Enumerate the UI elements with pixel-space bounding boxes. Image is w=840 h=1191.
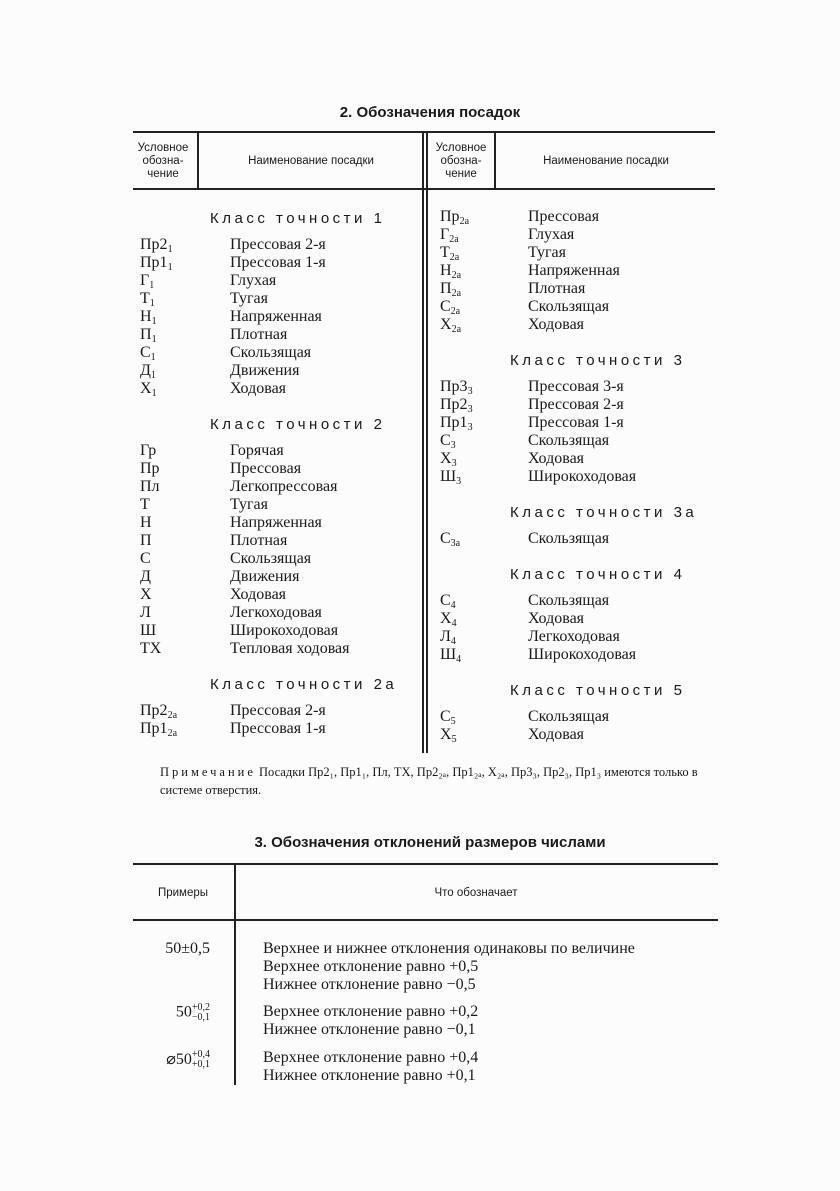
fit-name: Напряженная (528, 262, 620, 279)
fit-row (140, 236, 420, 254)
note-label: Примечание (160, 765, 256, 779)
table3-header-rule (133, 919, 718, 921)
fit-row (440, 708, 720, 726)
fit-code-base: Пр3 (440, 378, 468, 395)
fit-name: Широкоходовая (230, 622, 339, 639)
fit-name: Прессовая (230, 460, 302, 477)
fit-row (140, 326, 420, 344)
fit-name: Скользящая (528, 708, 610, 725)
fit-code-subscript: 2а (449, 252, 460, 263)
fit-row (440, 450, 720, 468)
fit-row (140, 720, 420, 738)
fit-code-subscript: 2а (451, 288, 462, 299)
fit-code (140, 586, 152, 604)
fit-row (140, 496, 420, 514)
fit-row (140, 702, 420, 720)
fit-code-base: С (440, 592, 451, 609)
fit-name: Ходовая (528, 726, 585, 743)
fit-row (440, 262, 720, 280)
fit-code (140, 622, 156, 640)
fit-code-base: Гр (140, 442, 157, 459)
fit-name: Тугая (528, 244, 566, 261)
class-heading: Класс точности 4 (510, 566, 686, 583)
table2-top-rule (133, 131, 715, 133)
fit-code-base: Пр (140, 460, 160, 477)
fit-code (140, 604, 151, 622)
fit-code-subscript: 3 (467, 422, 473, 433)
class-heading: Класс точности 3а (510, 504, 698, 521)
fit-code (440, 726, 457, 749)
fit-code (140, 514, 152, 532)
fit-code-subscript: 1 (167, 244, 173, 255)
header-meaning: Что обозначает (434, 887, 518, 899)
fit-row (440, 378, 720, 396)
fits-right-column (440, 208, 720, 760)
fit-code-base: Х (440, 610, 452, 627)
example-base: 50 (175, 1003, 192, 1021)
fit-code-base: Ш (140, 622, 157, 639)
fit-code-subscript: 1 (167, 262, 173, 273)
fit-code-subscript: 2а (449, 234, 459, 245)
fit-class-group (140, 208, 420, 398)
fit-class-group (440, 208, 720, 334)
fit-code-base: Х (440, 450, 452, 467)
fit-row (140, 290, 420, 308)
example-meaning (263, 1049, 478, 1085)
fit-name: Широкоходовая (528, 468, 637, 485)
fit-name: Скользящая (528, 592, 610, 609)
fit-code-base: Н (440, 262, 452, 279)
fit-name: Ходовая (528, 450, 585, 467)
fit-code-subscript: 4 (456, 654, 462, 665)
fit-code (140, 550, 151, 568)
fit-code-base: ТХ (140, 640, 162, 657)
fit-name: Ходовая (528, 610, 585, 627)
fit-row (140, 514, 420, 532)
fit-code (140, 460, 160, 478)
fit-name: Движения (230, 362, 300, 379)
table3-top-rule (133, 863, 718, 865)
fit-code (440, 530, 460, 553)
fit-row (140, 604, 420, 622)
fit-row (140, 272, 420, 290)
fit-name: Тугая (230, 496, 268, 513)
fit-name: Прессовая 1-я (230, 720, 326, 737)
fit-class-group (440, 350, 720, 486)
fit-code-base: С (440, 530, 451, 547)
fit-name: Прессовая 1-я (528, 414, 624, 431)
class-heading: Класс точности 2 (210, 416, 386, 433)
fit-code-base: П (440, 280, 452, 297)
fit-code (440, 316, 461, 339)
fit-row (140, 254, 420, 272)
fit-code-subscript: 2а (450, 306, 461, 317)
fit-code-subscript: 2а (451, 324, 462, 335)
fit-code-base: Пр1 (440, 414, 468, 431)
fit-name: Плотная (528, 280, 586, 297)
header-code-left: Условное обозна-чение (137, 142, 189, 180)
meaning-line: Верхнее отклонение равно +0,2 (263, 1003, 479, 1020)
fit-code-base: Н (140, 308, 152, 325)
note-text: Посадки Пр2₁, Пр1₁, Пл, ТХ, Пр2₂ₐ, Пр1₂ₐ, Х₂ₐ, Пр3₃, Пр2₃, Пр1₃ имеются только в системе отверстия. (160, 765, 698, 797)
fit-name: Ходовая (528, 316, 585, 333)
fit-code-base: Пр2 (140, 236, 168, 253)
fit-code-base: С (140, 550, 151, 567)
fit-name: Прессовая 2-я (528, 396, 624, 413)
fit-code-base: С (440, 298, 451, 315)
fit-class-group (140, 674, 420, 738)
fit-code-subscript: 2а (167, 710, 178, 721)
lower-deviation: −0,1 (191, 1012, 210, 1023)
fit-code-base: Т (140, 496, 150, 513)
fit-code-subscript: 1 (151, 334, 157, 345)
fit-name: Легкопрессовая (230, 478, 338, 495)
fit-row (440, 628, 720, 646)
fit-code-subscript: 3а (450, 538, 461, 549)
fit-code (140, 478, 160, 496)
fit-row (440, 530, 720, 548)
fit-code-base: Пр1 (140, 254, 168, 271)
fit-row (440, 396, 720, 414)
class-heading: Класс точности 5 (510, 682, 686, 699)
example-base: ⌀50 (166, 1051, 192, 1068)
fit-name: Ходовая (230, 586, 287, 603)
header-code-right: Условное обозна-чение (435, 142, 487, 180)
fit-code-base: П (140, 326, 152, 343)
fit-name: Скользящая (528, 530, 610, 547)
fit-name: Ходовая (230, 380, 287, 397)
fit-code-base: Л (140, 604, 151, 621)
fit-code-base: С (440, 708, 451, 725)
fit-code-base: Х (440, 316, 452, 333)
header-name-right: Наименование посадки (543, 155, 669, 167)
fit-row (440, 610, 720, 628)
fit-code-base: Т (140, 290, 150, 307)
meaning-line: Верхнее и нижнее отклонения одинаковы по величине (263, 940, 635, 957)
fit-code-subscript: 5 (450, 716, 456, 727)
fit-code-subscript: 3 (451, 458, 457, 469)
table2-title: 2. Обозначения посадок (339, 104, 521, 121)
fit-class-group (440, 502, 720, 548)
fit-name: Легкоходовая (528, 628, 620, 645)
fit-name: Движения (230, 568, 300, 585)
fit-code-base: Л (440, 628, 451, 645)
fit-name: Плотная (230, 326, 288, 343)
lower-deviation: +0,1 (191, 1059, 210, 1071)
fit-class-group (440, 680, 720, 744)
fit-name: Напряженная (230, 308, 322, 325)
fit-row (140, 362, 420, 380)
fit-code-base: Т (440, 244, 450, 261)
fit-code (140, 380, 157, 403)
fit-name: Скользящая (528, 432, 610, 449)
meaning-line: Нижнее отклонение равно +0,1 (263, 1067, 476, 1084)
fit-class-group (440, 564, 720, 664)
fit-code-subscript: 3 (456, 476, 462, 487)
fit-code-base: Ш (440, 468, 457, 485)
upper-deviation: +0,4 (191, 1049, 210, 1061)
fit-name: Скользящая (528, 298, 610, 315)
fit-code (140, 720, 177, 743)
fit-code (140, 442, 156, 460)
meaning-line: Верхнее отклонение равно +0,4 (263, 1049, 479, 1066)
fit-row (440, 280, 720, 298)
example-meaning (263, 940, 635, 994)
fit-row (440, 726, 720, 744)
fit-code-base: Д (140, 362, 151, 379)
example-value (130, 1049, 210, 1070)
fit-code-base: С (440, 432, 451, 449)
fit-code-subscript: 4 (450, 600, 456, 611)
fit-code-base: Пр (440, 208, 460, 225)
fit-row (440, 432, 720, 450)
fit-code-subscript: 2а (167, 728, 178, 739)
fit-code-base: С (140, 344, 151, 361)
fit-code-base: Д (140, 568, 151, 585)
meaning-line: Нижнее отклонение равно −0,1 (263, 1021, 476, 1038)
table2-header-rule (133, 188, 715, 190)
fit-code-subscript: 2а (459, 216, 470, 227)
divider (422, 133, 424, 753)
fit-name: Легкоходовая (230, 604, 322, 621)
fit-code-base: Х (140, 380, 152, 397)
fit-row (440, 414, 720, 432)
fit-code (140, 640, 161, 658)
class-heading: Класс точности 2а (210, 676, 398, 693)
divider (426, 133, 428, 753)
example-value (130, 1003, 210, 1023)
fit-code-base: Ш (440, 646, 457, 663)
fit-code-base: П (140, 532, 152, 549)
fit-name: Плотная (230, 532, 288, 549)
fit-row (140, 344, 420, 362)
fit-name: Глухая (528, 226, 575, 243)
fit-name: Напряженная (230, 514, 322, 531)
fit-code-base: Пр1 (140, 720, 168, 737)
fit-code-base: Х (140, 586, 152, 603)
example-meaning (263, 1003, 478, 1039)
fit-row (140, 478, 420, 496)
fit-row (140, 622, 420, 640)
fit-name: Широкоходовая (528, 646, 637, 663)
fit-code-subscript: 3 (467, 386, 473, 397)
fit-code-subscript: 1 (151, 316, 157, 327)
fit-code-subscript: 5 (451, 734, 457, 745)
upper-deviation: +0,2 (191, 1002, 210, 1013)
fit-row (140, 550, 420, 568)
fit-name: Прессовая 1-я (230, 254, 326, 271)
fit-code (140, 568, 151, 586)
fit-code (140, 496, 150, 514)
fit-code-base: Г (440, 226, 450, 243)
example-base: 50±0,5 (165, 940, 210, 957)
fit-code-subscript: 1 (150, 370, 156, 381)
fit-code (140, 532, 152, 550)
table3-title: 3. Обозначения отклонений размеров числами (254, 834, 606, 851)
fit-code-subscript: 1 (149, 298, 155, 309)
fit-code-base: Х (440, 726, 452, 743)
fit-name: Прессовая 2-я (230, 236, 326, 253)
fit-code (440, 468, 461, 491)
fit-name: Скользящая (230, 550, 312, 567)
fit-code-base: Г (140, 272, 150, 289)
fit-code-subscript: 1 (151, 388, 157, 399)
fits-left-column (140, 208, 420, 754)
header-examples: Примеры (157, 887, 209, 899)
fit-code-base: Пл (140, 478, 160, 495)
fit-name: Скользящая (230, 344, 312, 361)
fit-row (140, 442, 420, 460)
table2-note (160, 763, 720, 799)
fit-row (440, 226, 720, 244)
fit-row (140, 586, 420, 604)
fit-code-subscript: 1 (149, 280, 155, 291)
fit-row (440, 244, 720, 262)
fit-row (140, 532, 420, 550)
fit-row (140, 460, 420, 478)
class-heading: Класс точности 1 (210, 210, 386, 227)
fit-code-subscript: 4 (450, 636, 456, 647)
fit-class-group (140, 414, 420, 658)
fit-code-base: Пр2 (140, 702, 168, 719)
class-heading: Класс точности 3 (510, 352, 686, 369)
fit-name: Горячая (230, 442, 284, 459)
fit-name: Тугая (230, 290, 268, 307)
fit-row (140, 380, 420, 398)
fit-row (140, 640, 420, 658)
meaning-line: Нижнее отклонение равно −0,5 (263, 976, 476, 993)
fit-code (440, 646, 461, 669)
fit-name: Тепловая ходовая (230, 640, 350, 657)
fit-code-base: Н (140, 514, 152, 531)
fit-row (440, 646, 720, 664)
fit-row (440, 208, 720, 226)
tolerance-stack (192, 1003, 210, 1023)
fit-name: Прессовая 3-я (528, 378, 624, 395)
fit-row (440, 316, 720, 334)
fit-row (440, 468, 720, 486)
fit-code-subscript: 4 (451, 618, 457, 629)
tolerance-stack (192, 1050, 210, 1070)
fit-row (440, 592, 720, 610)
fit-code-subscript: 1 (150, 352, 156, 363)
fit-code-subscript: 3 (450, 440, 456, 451)
example-value (130, 940, 210, 958)
fit-name: Прессовая (528, 208, 600, 225)
fit-code-base: Пр2 (440, 396, 468, 413)
meaning-line: Верхнее отклонение равно +0,5 (263, 958, 479, 975)
fit-code-subscript: 3 (467, 404, 473, 415)
fit-name: Глухая (230, 272, 277, 289)
fit-code-subscript: 2а (451, 270, 462, 281)
fit-row (440, 298, 720, 316)
fit-row (140, 568, 420, 586)
fit-name: Прессовая 2-я (230, 702, 326, 719)
header-name-left: Наименование посадки (248, 155, 374, 167)
fit-row (140, 308, 420, 326)
